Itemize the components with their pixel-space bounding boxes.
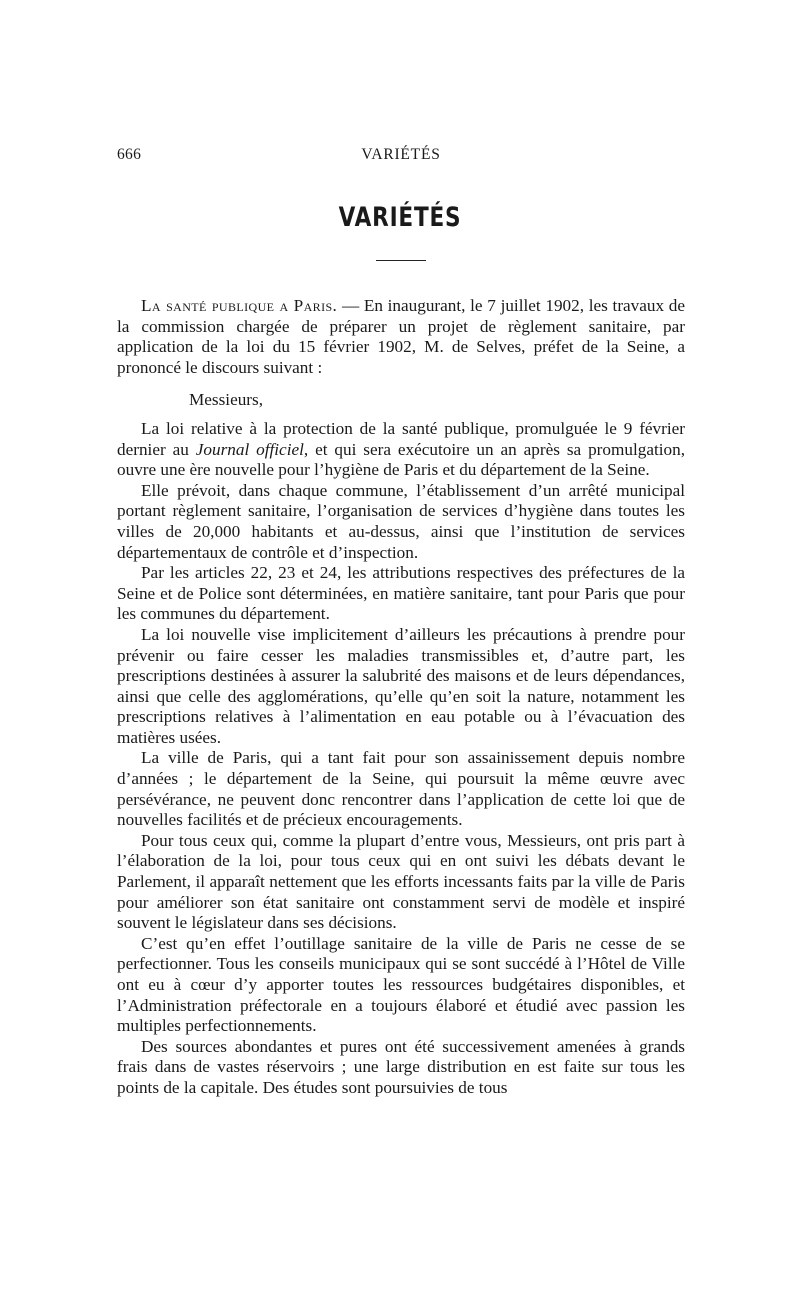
section-title: VARIÉTÉS (338, 202, 462, 233)
speech-paragraph-3: Par les articles 22, 23 et 24, les attributions respectives des préfectures de la Seine et de Police sont déterminées, en matière sanitaire, tant pour Paris que pour les communes du département. (117, 563, 685, 624)
speech-paragraph-5: La ville de Paris, qui a tant fait pour son assainissement depuis nombre d’années ; le département de la Seine, qui poursuit la même œuvre avec persévérance, ne peuvent donc rencontrer dans l’application de cette loi que de nouvelles facilités et de précieux encouragements. (117, 748, 685, 830)
speech-paragraph-8: Des sources abondantes et pures ont été successivement amenées à grands frais dans de vastes réservoirs ; une large distribution en est faite sur tous les points de la capitale. Des études sont poursuivies de tous (117, 1036, 685, 1097)
running-title: VARIÉTÉS (361, 146, 441, 163)
running-head (117, 146, 685, 166)
paragraph-1-after: , et qui sera exécutoire un an après sa promulgation, ouvre une ère nouvelle pour l’hygiène de Paris et du département de la Seine. (117, 439, 685, 480)
speech-paragraph-4: La loi nouvelle vise implicitement d’ailleurs les précautions à prendre pour prévenir ou faire cesser les maladies transmissibles et, d’autre part, les prescriptions destinées à assurer la salubrité des maisons et de leurs dépendances, ainsi que celle des agglomérations, qu’elle qu’en soit la nature, notamment les prescriptions relatives à l’alimentation en eau potable ou à l’évacuation des matières usées. (117, 624, 685, 747)
speech-paragraph-6: Pour tous ceux qui, comme la plupart d’entre vous, Messieurs, ont pris part à l’élaboration de la loi, pour tous ceux qui en ont suivi les débats devant le Parlement, il apparaît nettement que les efforts incessants faits par la ville de Paris pour améliorer son état sanitaire ont constamment servi de modèle et inspiré souvent le législateur dans ses décisions. (117, 830, 685, 933)
intro-rubric: La santé publique a Paris. (141, 296, 338, 315)
journal-title: Journal officiel (195, 439, 304, 459)
speech-paragraph-7: C’est qu’en effet l’outillage sanitaire de la ville de Paris ne cesse de se perfectionner. Tous les conseils municipaux qui se sont succédé à l’Hôtel de Ville ont eu à cœur d’y apporter toutes les ressources budgétaires disponibles, et l’Administration préfectorale en a toujours élaboré et étudié avec passion les multiples perfectionnements. (117, 933, 685, 1036)
intro-text: En inaugurant, le 7 juillet 1902, les travaux de la commission chargée de préparer un projet de règlement sanitaire, par application de la loi du 15 février 1902, M. de Selves, préfet de la Seine, a prononcé le discours suivant : (117, 296, 686, 377)
intro-dash: — (337, 296, 364, 315)
page-number: 666 (117, 146, 142, 163)
article-body (117, 296, 685, 1099)
speech-paragraph-2: Elle prévoit, dans chaque commune, l’établissement d’un arrêté municipal portant règlement sanitaire, l’organisation de services d’hygiène dans toutes les villes de 20,000 habitants et au-dessus, ainsi que l’institution de services départementaux de contrôle et d’inspection. (117, 480, 685, 562)
title-rule (376, 260, 426, 261)
speech-paragraph-1 (117, 419, 685, 481)
intro-paragraph (117, 296, 685, 378)
paragraph-1-before: La loi relative à la protection de la santé publique, promulguée le 9 février dernier au (117, 418, 685, 459)
salutation: Messieurs, (189, 390, 263, 410)
